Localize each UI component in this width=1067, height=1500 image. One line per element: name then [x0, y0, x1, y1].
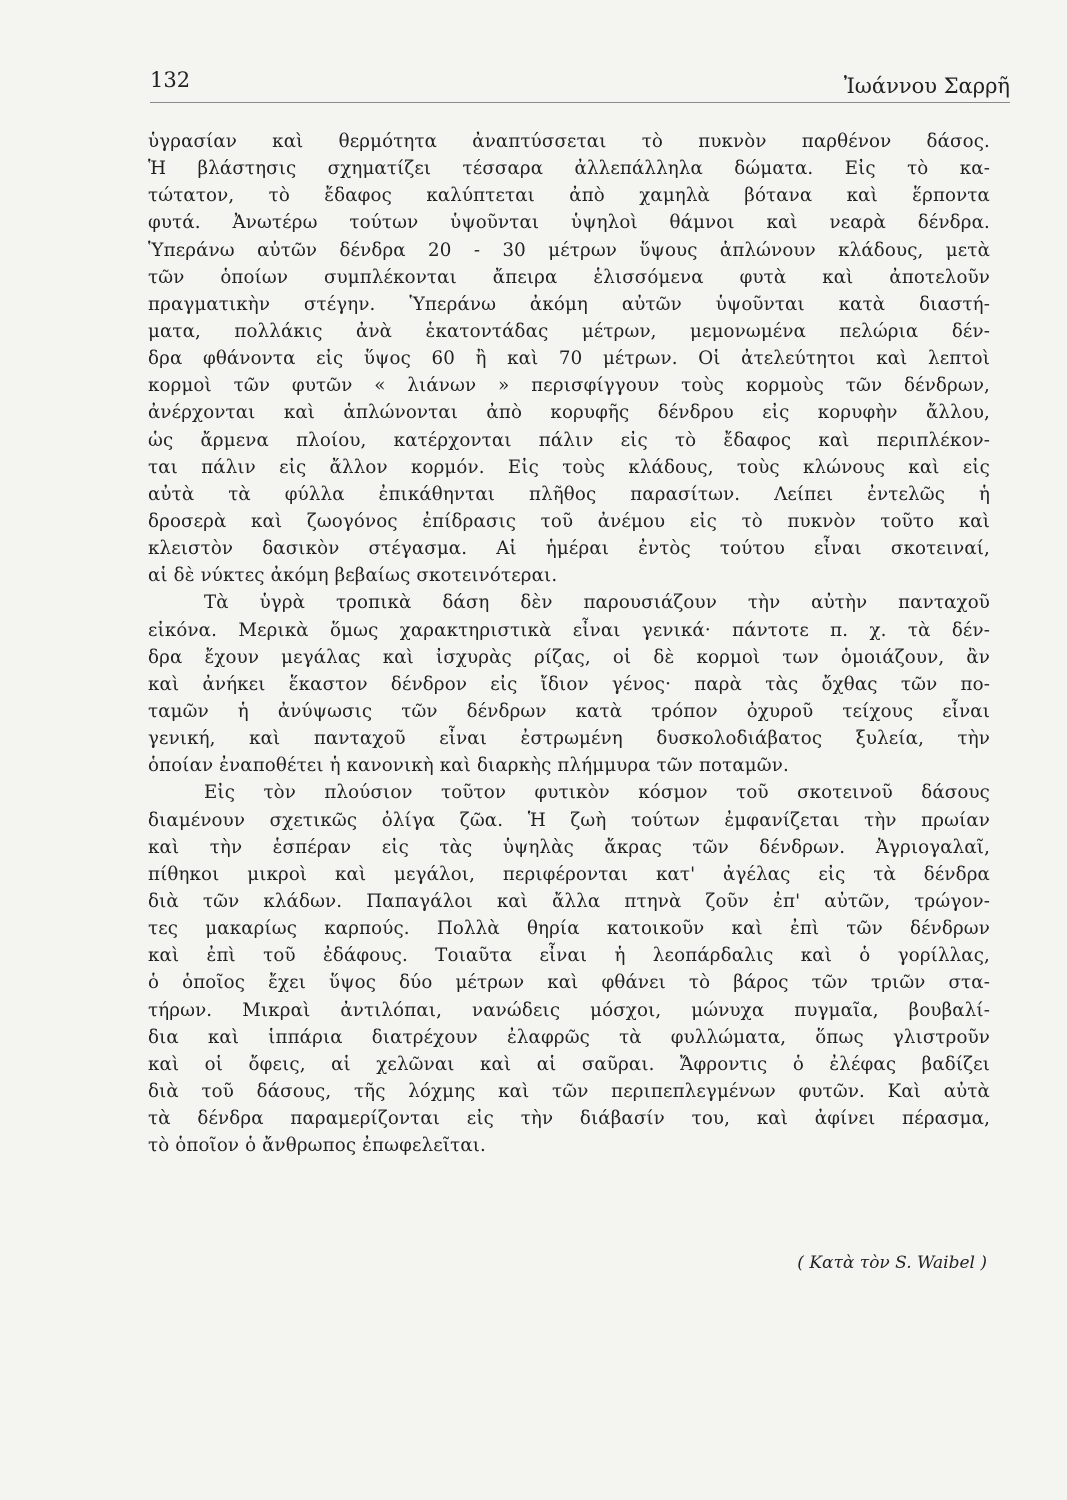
body-text	[148, 128, 990, 1159]
text-line: τήρων. Μικραὶ ἀντιλόπαι, νανώδεις μόσχοι, μώνυχα πυγμαῖα, βουβαλί-	[148, 999, 990, 1021]
text-line: Εἰς τὸν πλούσιον τοῦτον φυτικὸν κόσμον τοῦ σκοτεινοῦ δάσους	[204, 782, 990, 804]
text-line: Τὰ ὑγρὰ τροπικὰ δάση δὲν παρουσιάζουν τὴν αὐτὴν πανταχοῦ	[204, 592, 990, 614]
source-attribution: ( Κατὰ τὸν S. Waibel )	[797, 1253, 987, 1273]
text-line: καὶ οἱ ὄφεις, αἱ χελῶναι καὶ αἱ σαῦραι. Ἄφροντις ὁ ἐλέφας βαδίζει	[148, 1053, 990, 1075]
text-line: τὰ δένδρα παραμερίζονται εἰς τὴν διάβασίν του, καὶ ἀφίνει πέρασμα,	[148, 1108, 990, 1130]
text-line: διὰ τοῦ δάσους, τῆς λόχμης καὶ τῶν περιπεπλεγμένων φυτῶν. Καὶ αὐτὰ	[148, 1080, 990, 1102]
running-head: Ἰωάννου Σαρρῆ	[843, 74, 1010, 98]
text-line: ταμῶν ἡ ἀνύψωσις τῶν δένδρων κατὰ τρόπον ὀχυροῦ τείχους εἶναι	[148, 700, 990, 722]
page-header	[150, 68, 1010, 98]
text-line: πίθηκοι μικροὶ καὶ μεγάλοι, περιφέρονται κατ' ἀγέλας εἰς τὰ δένδρα	[148, 863, 990, 885]
text-line: Ἡ βλάστησις σχηματίζει τέσσαρα ἀλλεπάλληλα δώματα. Εἰς τὸ κα-	[148, 158, 990, 180]
text-line: καὶ τὴν ἑσπέραν εἰς τὰς ὑψηλὰς ἄκρας τῶν δένδρων. Ἀγριογαλαῖ,	[148, 836, 990, 858]
text-line: τώτατον, τὸ ἔδαφος καλύπτεται ἀπὸ χαμηλὰ βότανα καὶ ἕρποντα	[148, 185, 990, 207]
text-line: ὡς ἄρμενα πλοίου, κατέρχονται πάλιν εἰς τὸ ἔδαφος καὶ περιπλέκον-	[148, 429, 990, 451]
text-line: ται πάλιν εἰς ἄλλον κορμόν. Εἰς τοὺς κλάδους, τοὺς κλώνους καὶ εἰς	[148, 456, 990, 478]
text-line: δροσερὰ καὶ ζωογόνος ἐπίδρασις τοῦ ἀνέμου εἰς τὸ πυκνὸν τοῦτο καὶ	[148, 510, 990, 532]
text-line: δια καὶ ἱππάρια διατρέχουν ἐλαφρῶς τὰ φυλλώματα, ὅπως γλιστροῦν	[148, 1026, 990, 1048]
text-line: αὐτὰ τὰ φύλλα ἐπικάθηνται πλῆθος παρασίτων. Λείπει ἐντελῶς ἡ	[148, 483, 990, 505]
text-line: πραγματικὴν στέγην. Ὑπεράνω ἀκόμη αὐτῶν ὑψοῦνται κατὰ διαστή-	[148, 293, 990, 315]
text-line: καὶ ἐπὶ τοῦ ἐδάφους. Τοιαῦτα εἶναι ἡ λεοπάρδαλις καὶ ὁ γορίλλας,	[148, 945, 990, 967]
text-line: τες μακαρίως καρπούς. Πολλὰ θηρία κατοικοῦν καὶ ἐπὶ τῶν δένδρων	[148, 918, 990, 940]
text-line: ὑγρασίαν καὶ θερμότητα ἀναπτύσσεται τὸ πυκνὸν παρθένον δάσος.	[148, 131, 990, 152]
text-line: ἀνέρχονται καὶ ἁπλώνονται ἀπὸ κορυφῆς δένδρου εἰς κορυφὴν ἄλλου,	[148, 402, 990, 424]
text-line: τὸ ὁποῖον ὁ ἄνθρωπος ἐπωφελεῖται.	[148, 1135, 486, 1157]
text-line: διὰ τῶν κλάδων. Παπαγάλοι καὶ ἄλλα πτηνὰ ζοῦν ἐπ' αὐτῶν, τρώγον-	[148, 890, 990, 912]
page-number: 132	[150, 68, 191, 92]
text-line: φυτά. Ἀνωτέρω τούτων ὑψοῦνται ὑψηλοὶ θάμνοι καὶ νεαρὰ δένδρα.	[148, 212, 990, 234]
text-line: ὁποίαν ἐναποθέτει ἡ κανονικὴ καὶ διαρκὴς πλήμμυρα τῶν ποταμῶν.	[148, 755, 789, 777]
text-line: εἰκόνα. Μερικὰ ὅμως χαρακτηριστικὰ εἶναι γενικά· πάντοτε π. χ. τὰ δέν-	[148, 619, 990, 641]
text-line: κορμοὶ τῶν φυτῶν « λιάνων » περισφίγγουν τοὺς κορμοὺς τῶν δένδρων,	[148, 375, 990, 397]
text-line: ὁ ὁποῖος ἔχει ὕψος δύο μέτρων καὶ φθάνει τὸ βάρος τῶν τριῶν στα-	[148, 972, 990, 994]
text-line: δρα φθάνοντα εἰς ὕψος 60 ἢ καὶ 70 μέτρων. Οἱ ἀτελεύτητοι καὶ λεπτοὶ	[148, 348, 990, 370]
text-line: κλειστὸν δασικὸν στέγασμα. Αἱ ἡμέραι ἐντὸς τούτου εἶναι σκοτειναί,	[148, 538, 990, 560]
text-line: τῶν ὁποίων συμπλέκονται ἄπειρα ἑλισσόμενα φυτὰ καὶ ἀποτελοῦν	[148, 266, 990, 288]
text-line: γενική, καὶ πανταχοῦ εἶναι ἐστρωμένη δυσκολοδιάβατος ξυλεία, τὴν	[148, 728, 990, 750]
text-line: ματα, πολλάκις ἀνὰ ἑκατοντάδας μέτρων, μεμονωμένα πελώρια δέν-	[148, 320, 990, 342]
text-line: αἱ δὲ νύκτες ἀκόμη βεβαίως σκοτεινότεραι.	[148, 565, 558, 587]
text-line: δρα ἔχουν μεγάλας καὶ ἰσχυρὰς ρίζας, οἱ δὲ κορμοὶ των ὁμοιάζουν, ἂν	[148, 646, 990, 668]
text-line: Ὑπεράνω αὐτῶν δένδρα 20 - 30 μέτρων ὕψους ἁπλώνουν κλάδους, μετὰ	[148, 239, 990, 261]
header-rule	[150, 102, 1010, 103]
text-line: καὶ ἀνήκει ἕκαστον δένδρον εἰς ἴδιον γένος· παρὰ τὰς ὄχθας τῶν πο-	[148, 673, 990, 695]
text-line: διαμένουν σχετικῶς ὀλίγα ζῶα. Ἡ ζωὴ τούτων ἐμφανίζεται τὴν πρωίαν	[148, 809, 990, 831]
